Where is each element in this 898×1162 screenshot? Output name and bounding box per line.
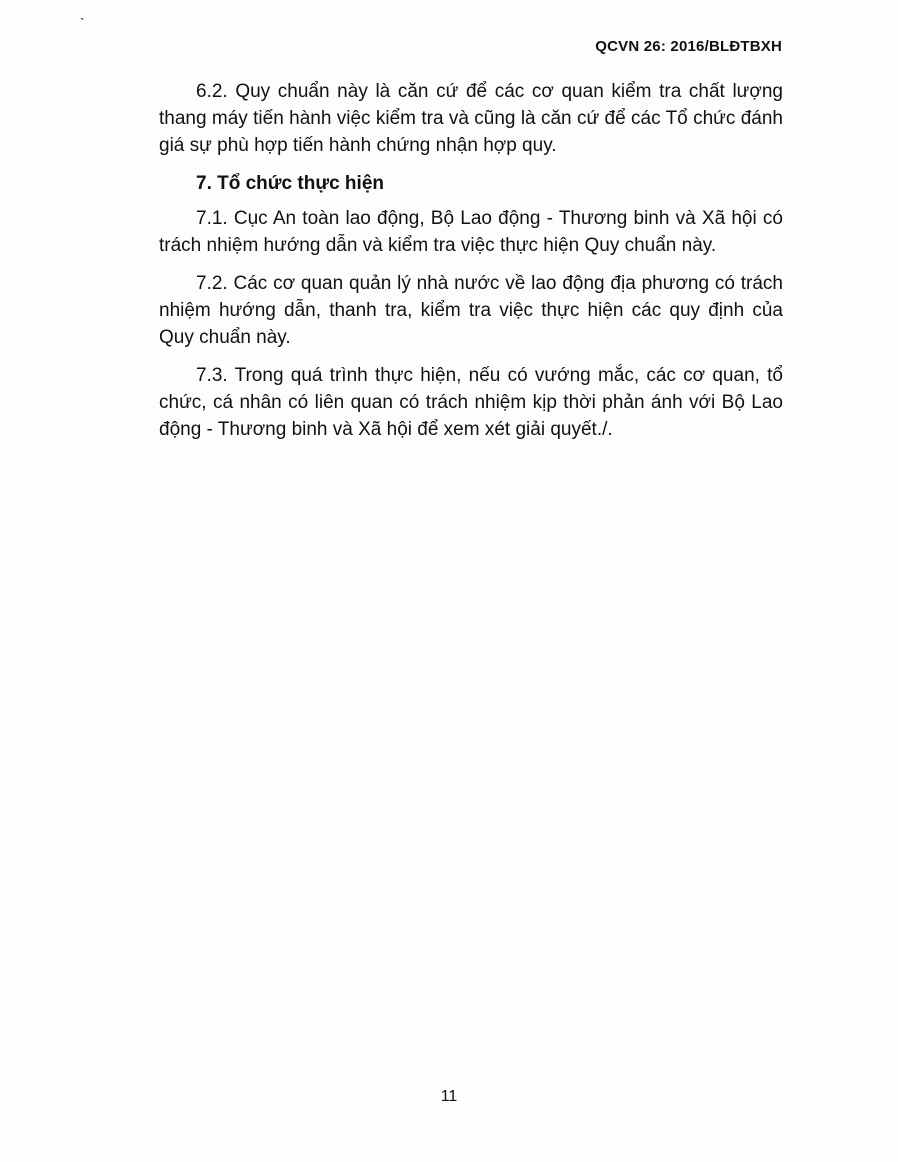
section-heading-7: 7. Tổ chức thực hiện xyxy=(196,173,384,194)
document-body xyxy=(159,78,783,454)
scan-mark: ` xyxy=(80,15,85,31)
paragraph-7-3: 7.3. Trong quá trình thực hiện, nếu có vướng mắc, các cơ quan, tổ chức, cá nhân có liên quan có trách nhiệm kịp thời phản ánh với Bộ Lao động - Thương binh và Xã hội để xem xét giải quyết./. xyxy=(159,365,783,440)
paragraph-7-1: 7.1. Cục An toàn lao động, Bộ Lao động - Thương binh và Xã hội có trách nhiệm hướng dẫn và kiểm tra việc thực hiện Quy chuẩn này. xyxy=(159,208,783,256)
paragraph-7-2: 7.2. Các cơ quan quản lý nhà nước về lao động địa phương có trách nhiệm hướng dẫn, thanh tra, kiểm tra việc thực hiện các quy định của Quy chuẩn này. xyxy=(159,273,783,348)
paragraph-6-2: 6.2. Quy chuẩn này là căn cứ để các cơ quan kiểm tra chất lượng thang máy tiến hành việc kiểm tra và cũng là căn cứ để các Tổ chức đánh giá sự phù hợp tiến hành chứng nhận hợp quy. xyxy=(159,81,783,156)
page-number: 11 xyxy=(440,1088,458,1105)
document-code-header: QCVN 26: 2016/BLĐTBXH xyxy=(595,38,782,55)
